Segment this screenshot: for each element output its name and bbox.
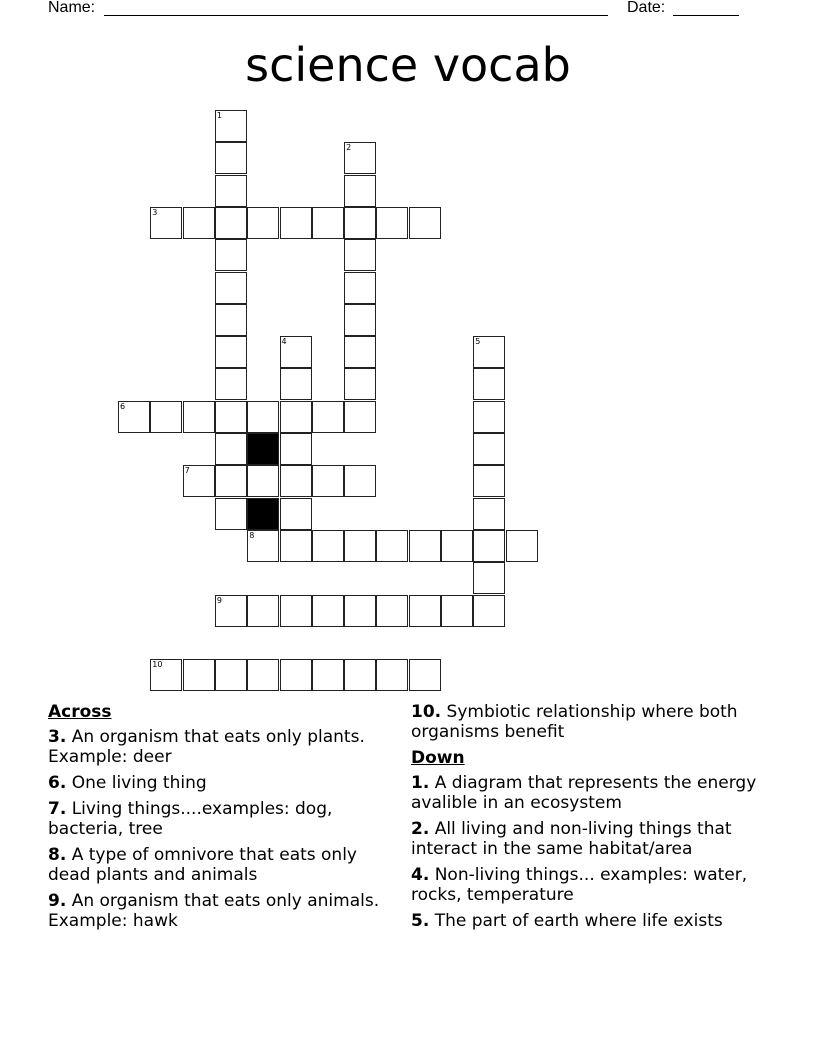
clue-text: An organism that eats only animals. Example: hawk [48, 891, 380, 931]
grid-cell[interactable] [118, 401, 150, 433]
grid-cell[interactable] [312, 595, 344, 627]
clue-number-label: 2 [346, 143, 352, 153]
grid-cell[interactable] [473, 498, 505, 530]
grid-cell[interactable] [215, 368, 247, 400]
grid-cell[interactable] [215, 239, 247, 271]
grid-cell[interactable] [215, 498, 247, 530]
grid-cell[interactable] [215, 207, 247, 239]
grid-cell[interactable] [183, 465, 215, 497]
clue-text: Non-living things... examples: water, rocks, temperature [411, 865, 748, 905]
across-clue-10 [411, 702, 791, 742]
grid-cell[interactable] [344, 207, 376, 239]
clue-number: 3. [48, 727, 67, 747]
grid-cell[interactable] [312, 401, 344, 433]
grid-cell[interactable] [409, 659, 441, 691]
grid-cell[interactable] [183, 659, 215, 691]
clue-column-left [48, 702, 398, 937]
grid-cell[interactable] [473, 401, 505, 433]
grid-cell[interactable] [247, 401, 279, 433]
grid-cell[interactable] [150, 207, 182, 239]
grid-cell[interactable] [376, 207, 408, 239]
grid-cell[interactable] [409, 595, 441, 627]
grid-cell[interactable] [344, 239, 376, 271]
down-clue-4 [411, 865, 791, 905]
grid-cell[interactable] [376, 659, 408, 691]
name-label: Name: [48, 0, 96, 16]
grid-cell[interactable] [247, 465, 279, 497]
grid-cell[interactable] [473, 433, 505, 465]
grid-cell[interactable] [344, 659, 376, 691]
grid-cell[interactable] [280, 368, 312, 400]
grid-cell[interactable] [247, 659, 279, 691]
grid-cell[interactable] [344, 304, 376, 336]
grid-cell[interactable] [215, 659, 247, 691]
clue-number-label: 4 [281, 337, 287, 347]
clue-text: A type of omnivore that eats only dead plants and animals [48, 845, 357, 885]
grid-cell[interactable] [280, 659, 312, 691]
black-cell [247, 498, 279, 530]
grid-cell[interactable] [280, 595, 312, 627]
grid-cell[interactable] [344, 272, 376, 304]
grid-cell[interactable] [441, 595, 473, 627]
clue-number-label: 8 [249, 530, 255, 540]
grid-cell[interactable] [280, 530, 312, 562]
grid-cell[interactable] [215, 272, 247, 304]
across-clue-8 [48, 845, 398, 885]
grid-cell[interactable] [215, 142, 247, 174]
across-clue-3 [48, 727, 398, 767]
across-clue-7 [48, 799, 398, 839]
grid-cell[interactable] [473, 336, 505, 368]
grid-cell[interactable] [280, 401, 312, 433]
grid-cell[interactable] [280, 465, 312, 497]
down-clue-5 [411, 911, 791, 931]
grid-cell[interactable] [247, 207, 279, 239]
grid-cell[interactable] [280, 433, 312, 465]
clue-number: 9. [48, 891, 67, 911]
grid-cell[interactable] [215, 304, 247, 336]
clue-text: The part of earth where life exists [434, 911, 723, 931]
down-heading: Down [411, 748, 465, 768]
across-heading: Across [48, 702, 112, 722]
clue-number: 5. [411, 911, 430, 931]
grid-cell[interactable] [215, 336, 247, 368]
grid-cell[interactable] [376, 595, 408, 627]
clue-number: 6. [48, 773, 67, 793]
across-clue-6 [48, 773, 398, 793]
grid-cell[interactable] [183, 401, 215, 433]
clue-number: 10. [411, 702, 442, 722]
grid-cell[interactable] [344, 336, 376, 368]
clue-number-label: 7 [184, 466, 190, 476]
grid-cell[interactable] [409, 207, 441, 239]
clue-number: 8. [48, 845, 67, 865]
grid-cell[interactable] [344, 401, 376, 433]
clue-number-label: 3 [152, 207, 158, 217]
clue-number: 2. [411, 819, 430, 839]
grid-cell[interactable] [247, 595, 279, 627]
clue-number-label: 9 [216, 595, 222, 605]
grid-cell[interactable] [183, 207, 215, 239]
grid-cell[interactable] [473, 595, 505, 627]
grid-cell[interactable] [215, 110, 247, 142]
clue-text: Symbiotic relationship where both organisms benefit [411, 702, 738, 742]
grid-cell[interactable] [215, 175, 247, 207]
grid-cell[interactable] [409, 530, 441, 562]
grid-cell[interactable] [312, 530, 344, 562]
clue-number-label: 5 [475, 337, 481, 347]
grid-cell[interactable] [344, 465, 376, 497]
grid-cell[interactable] [312, 659, 344, 691]
clue-number: 7. [48, 799, 67, 819]
black-cell [247, 433, 279, 465]
grid-cell[interactable] [280, 336, 312, 368]
page-title: science vocab [245, 38, 571, 92]
grid-cell[interactable] [473, 530, 505, 562]
grid-cell[interactable] [150, 401, 182, 433]
grid-cell[interactable] [473, 562, 505, 594]
clue-text: One living thing [71, 773, 207, 793]
date-label: Date: [627, 0, 666, 16]
down-clue-2 [411, 819, 791, 859]
grid-cell[interactable] [215, 465, 247, 497]
clue-text: A diagram that represents the energy avalible in an ecosystem [411, 773, 757, 813]
grid-cell[interactable] [344, 368, 376, 400]
grid-cell[interactable] [506, 530, 538, 562]
clue-column-right [411, 702, 791, 937]
down-clue-1 [411, 773, 791, 813]
grid-cell[interactable] [312, 465, 344, 497]
clue-number-label: 1 [216, 111, 222, 120]
grid-cell[interactable] [473, 368, 505, 400]
grid-cell[interactable] [312, 207, 344, 239]
clue-number-label: 10 [152, 660, 163, 670]
grid-cell[interactable] [344, 175, 376, 207]
grid-cell[interactable] [441, 530, 473, 562]
grid-cell[interactable] [215, 433, 247, 465]
grid-cell[interactable] [344, 530, 376, 562]
across-clue-9 [48, 891, 398, 931]
grid-cell[interactable] [150, 659, 182, 691]
grid-cell[interactable] [344, 595, 376, 627]
grid-cell[interactable] [247, 530, 279, 562]
clue-text: Living things....examples: dog, bacteria, tree [48, 799, 333, 839]
grid-cell[interactable] [344, 142, 376, 174]
clue-number: 1. [411, 773, 430, 793]
grid-cell[interactable] [280, 207, 312, 239]
clue-text: All living and non-living things that interact in the same habitat/area [411, 819, 732, 859]
clue-text: An organism that eats only plants. Example: deer [48, 727, 365, 767]
grid-cell[interactable] [280, 498, 312, 530]
grid-cell[interactable] [215, 401, 247, 433]
clue-number: 4. [411, 865, 430, 885]
clue-number-label: 6 [120, 401, 126, 411]
grid-cell[interactable] [215, 595, 247, 627]
grid-cell[interactable] [473, 465, 505, 497]
grid-cell[interactable] [376, 530, 408, 562]
